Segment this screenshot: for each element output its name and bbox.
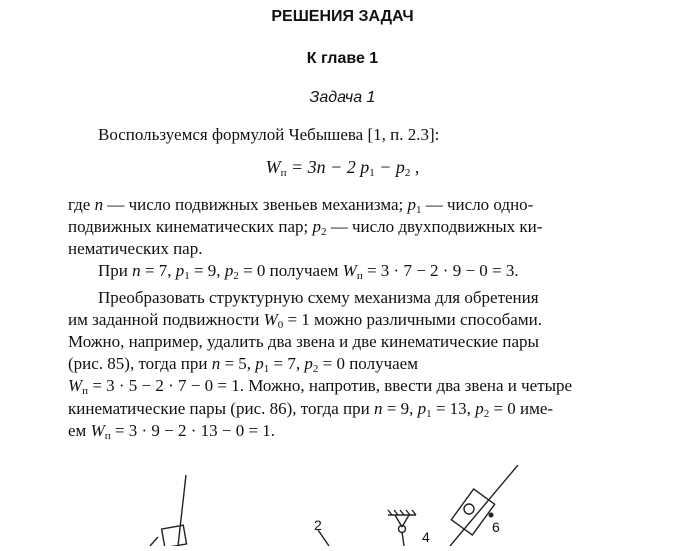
definition-line-1: где n — число подвижных звеньев механизма; $p_1$ — число одно- (68, 195, 534, 216)
page-title: РЕШЕНИЯ ЗАДАЧ (271, 8, 414, 25)
definition-line-3: нематических пар. (68, 239, 203, 258)
figure-label-4: 4 (422, 529, 430, 545)
intro-text: Воспользуемся формулой Чебышева [1, п. 2.3]: (98, 125, 440, 144)
figure-label-2: 2 (314, 517, 322, 533)
mechanism-figures (0, 465, 685, 546)
calc-line: При n = 7, $p_1 = 9$, $p_2 = 0$ получаем $W_п = 3 \cdot 7 - 2 \cdot 9 - 0 = 3$. (98, 261, 519, 282)
chapter-heading: К главе 1 (306, 50, 379, 67)
definition-line-2: подвижных кинематических пар; $p_2$ — число двухподвижных ки- (68, 217, 543, 238)
mobility-formula: $W_п = 3n - 2$ $p_1 - p_2$ , (265, 157, 420, 179)
para2-line-6: кинематические пары (рис. 86), тогда при n = 9, $p_1 = 13$, $p_2 = 0$ име- (68, 399, 554, 420)
para2-line-4: (рис. 85), тогда при n = 5, $p_1 = 7$, $p_2 = 0$ получаем (68, 354, 418, 375)
para2-line-7: ем $W_п = 3 \cdot 9 - 2 \cdot 13 - 0 = 1$. (68, 421, 276, 442)
para2-line-3: Можно, например, удалить два звена и две кинематические пары (68, 332, 539, 351)
mechanism-sketch (0, 465, 685, 546)
task-heading: Задача 1 (309, 89, 376, 106)
para2-line-5: $W_п = 3 \cdot 5 - 2 \cdot 7 - 0 = 1$. Можно, напротив, ввести два звена и четыре (68, 376, 573, 397)
para2-line-1: Преобразовать структурную схему механизма для обретения (98, 288, 539, 307)
para2-line-2: им заданной подвижности $W_0 = 1$ можно различными способами. (68, 310, 542, 331)
figure-label-6: 6 (492, 519, 500, 535)
